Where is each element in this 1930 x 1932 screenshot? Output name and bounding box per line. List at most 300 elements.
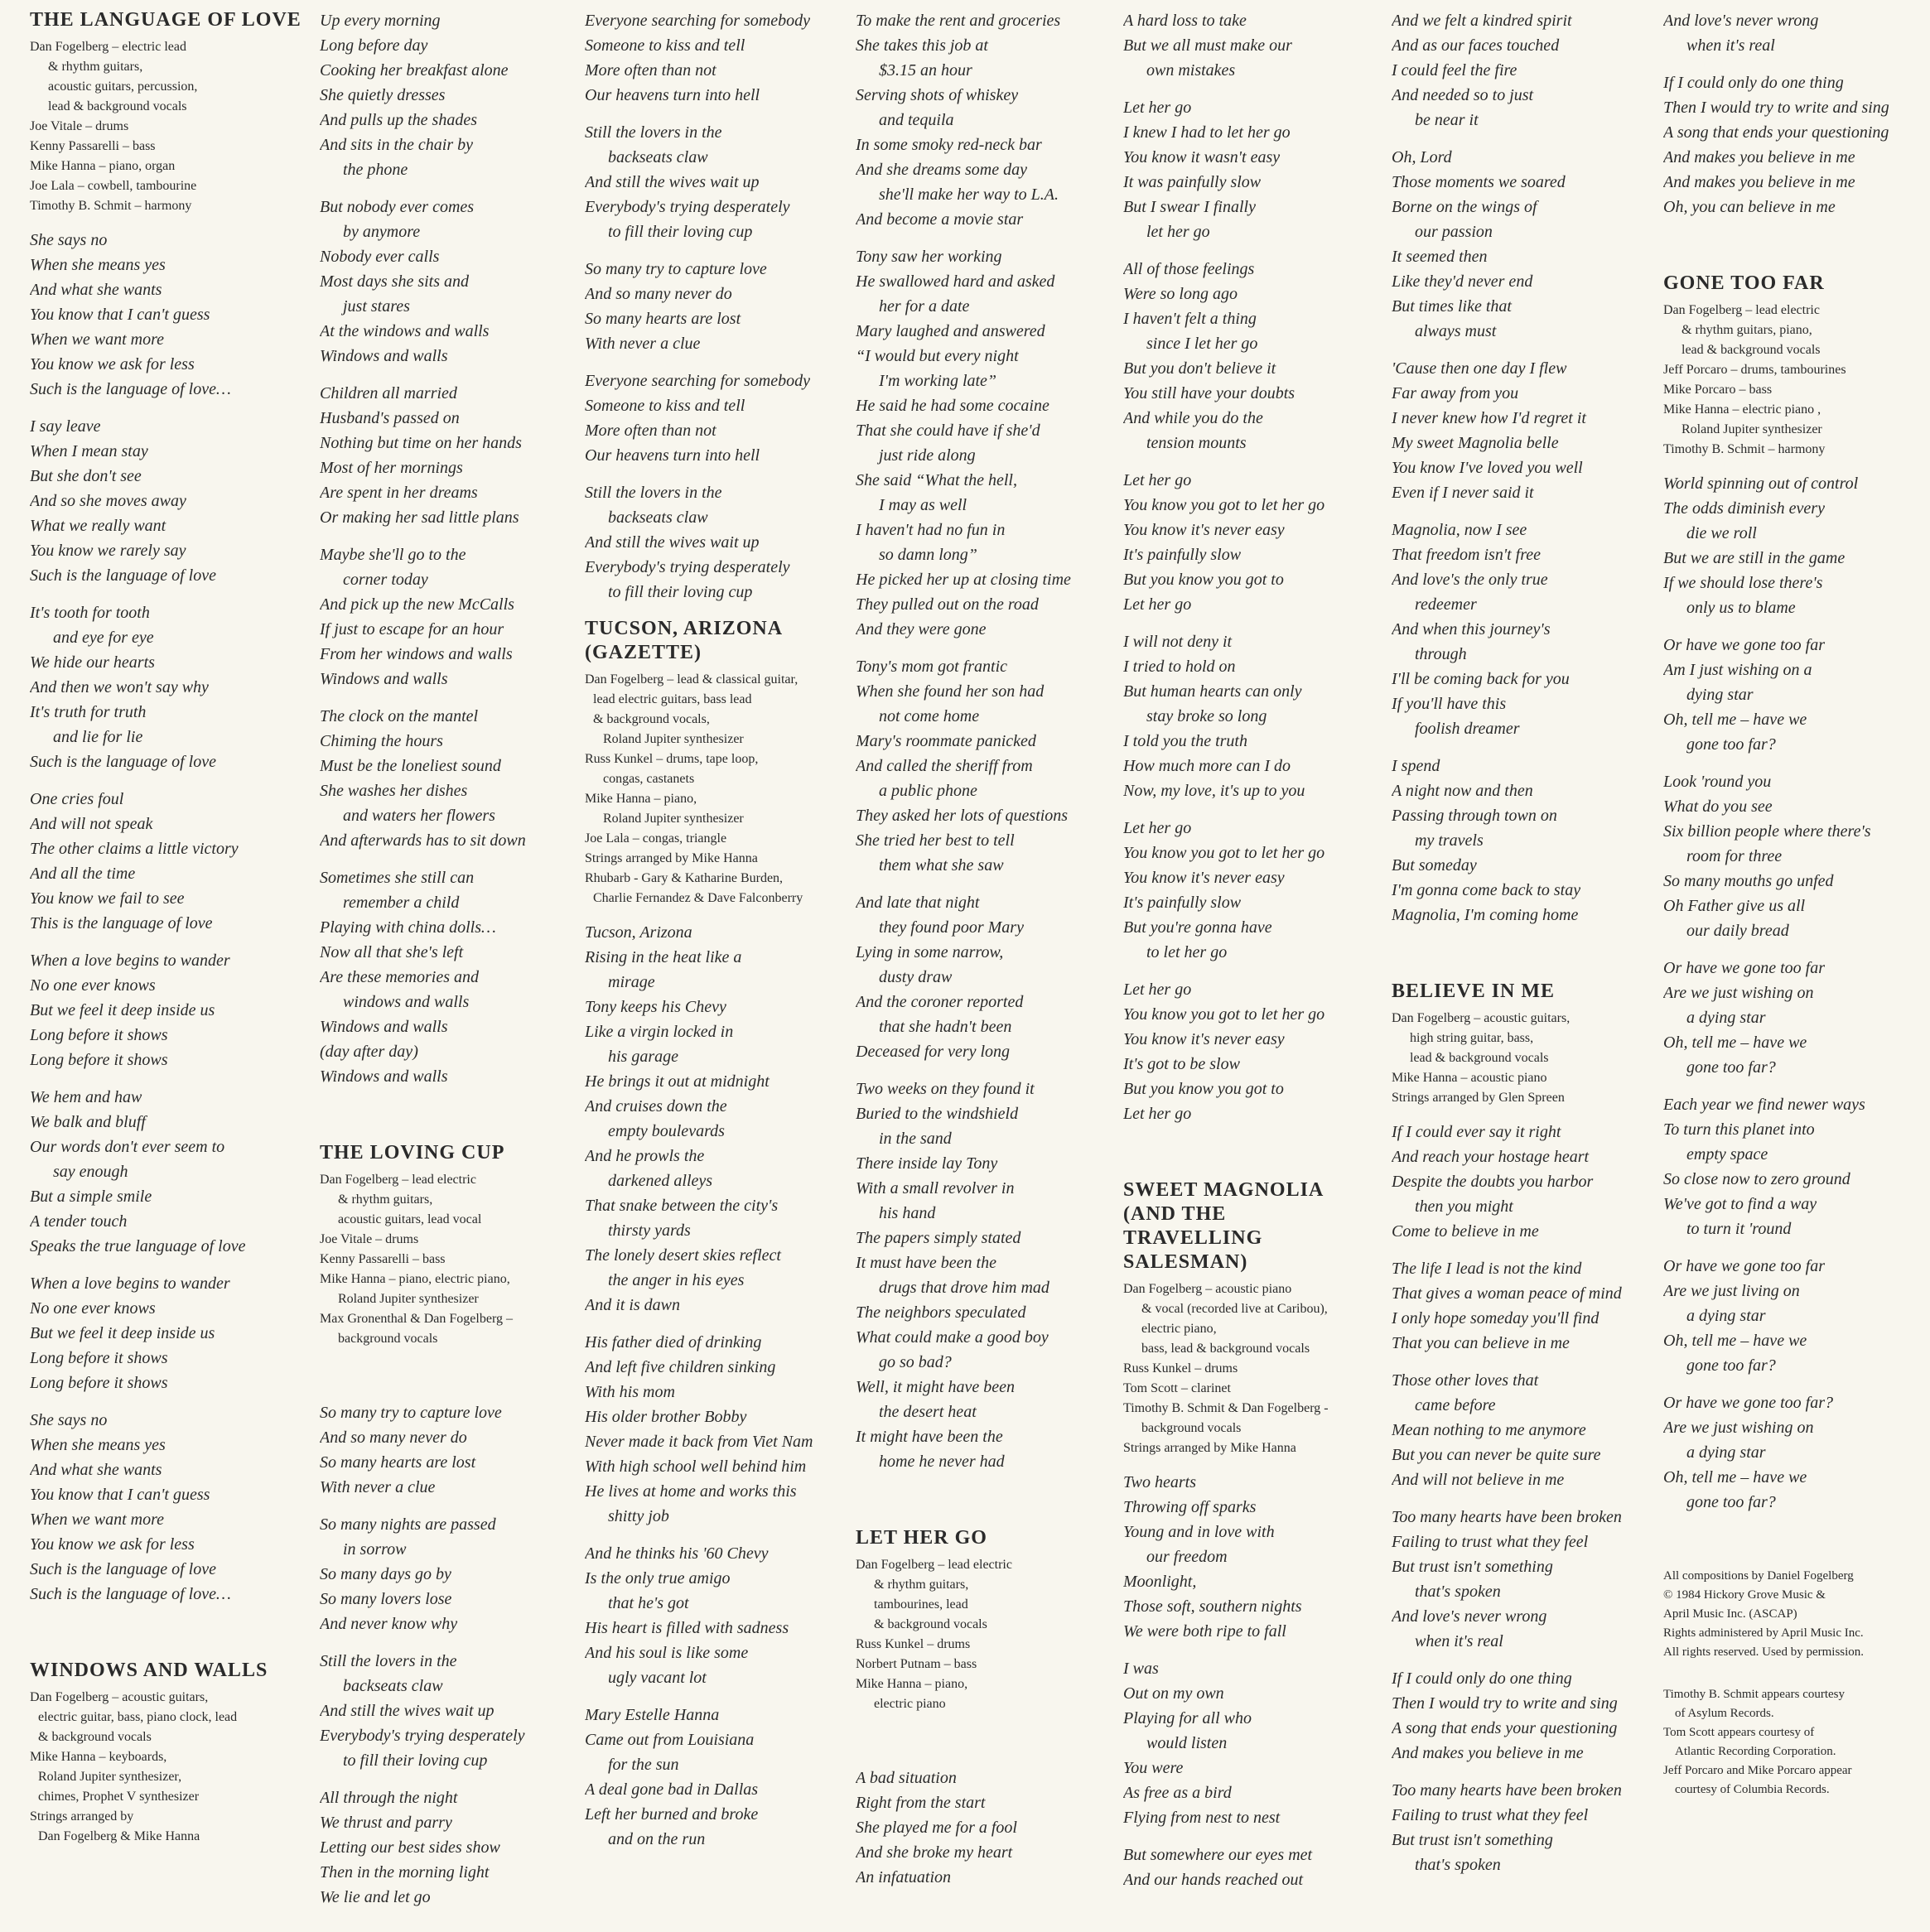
lyric-stanza [585, 920, 854, 1318]
lyric-line: in the sand [879, 1130, 952, 1148]
lyric-line: Husband's passed on [320, 409, 460, 427]
lyric-line: He said he had some cocaine [856, 397, 1049, 415]
lyric-line: Let her go [1123, 595, 1192, 614]
lyric-line: So many try to capture love [320, 1404, 502, 1422]
lyric-line: How much more can I do [1123, 757, 1291, 775]
credit-line: Mike Hanna – piano, electric piano, [320, 1272, 510, 1286]
lyric-line: Playing for all who [1123, 1709, 1252, 1727]
lyric-line: We balk and bluff [30, 1113, 146, 1131]
lyric-line: The lonely desert skies reflect [585, 1246, 781, 1265]
lyric-line: they found poor Mary [879, 918, 1024, 937]
credit-line: Joe Vitale – drums [320, 1232, 419, 1246]
lyric-line: she'll make her way to L.A. [879, 185, 1059, 204]
lyric-line: It's painfully slow [1123, 894, 1242, 912]
lyric-line: More often than not [585, 61, 717, 79]
lyric-line: Our words don't ever seem to [30, 1138, 225, 1156]
lyric-line: Passing through town on [1392, 807, 1557, 825]
lyric-line: That you can believe in me [1392, 1334, 1570, 1352]
song-title: BELIEVE IN ME [1392, 980, 1556, 1002]
lyric-line: He swallowed hard and asked [856, 272, 1055, 291]
lyric-stanza [1392, 356, 1661, 505]
credit-line: Mike Hanna – acoustic piano [1392, 1071, 1547, 1085]
lyric-line: Come to believe in me [1392, 1222, 1539, 1241]
lyric-line: Someone to kiss and tell [585, 36, 745, 55]
credit-line: Charlie Fernandez & Dave Falconberry [593, 891, 803, 905]
lyrics-column-6 [1392, 8, 1661, 1890]
lyric-line: Most of her mornings [320, 459, 463, 477]
credit-line: Norbert Putnam – bass [856, 1657, 977, 1671]
lyric-stanza [856, 8, 1125, 232]
lyric-line: $3.15 an hour [879, 61, 972, 79]
credit-line: Strings arranged by Mike Hanna [1123, 1441, 1296, 1455]
lyric-line: Cooking her breakfast alone [320, 61, 509, 79]
lyric-line: And then we won't say why [30, 678, 209, 696]
lyric-line: Long before it shows [30, 1349, 168, 1367]
lyric-line: Such is the language of love [30, 1560, 216, 1578]
lyric-line: He picked her up at closing time [856, 571, 1071, 589]
lyric-line: corner today [343, 571, 428, 589]
lyric-line: gone too far? [1686, 735, 1776, 754]
lyric-line: It must have been the [856, 1254, 996, 1272]
lyrics-column-1 [30, 8, 303, 1858]
lyric-stanza [1663, 1390, 1920, 1515]
lyric-line: You know you got to let her go [1123, 1005, 1325, 1024]
credit-line: Joe Lala – congas, triangle [585, 831, 727, 846]
credit-line: acoustic guitars, lead vocal [338, 1212, 482, 1226]
lyric-line: Long before it shows [30, 1051, 168, 1069]
lyric-line: Like a virgin locked in [585, 1023, 734, 1041]
lyric-line: Deceased for very long [856, 1043, 1011, 1061]
lyric-line: Playing with china dolls… [320, 918, 496, 937]
lyric-line: a public phone [879, 782, 977, 800]
lyric-line: his hand [879, 1204, 936, 1222]
lyric-stanza [856, 890, 1125, 1064]
lyric-line: I say leave [30, 417, 101, 436]
lyric-line: Still the lovers in the [320, 1652, 457, 1670]
credit-line: congas, castanets [603, 772, 695, 786]
lyric-stanza [1123, 1470, 1392, 1644]
lyric-line: So many nights are passed [320, 1515, 496, 1534]
lyric-line: What we really want [30, 517, 166, 535]
credit-line: Kenny Passarelli – bass [320, 1252, 446, 1266]
lyric-line: All through the night [320, 1789, 458, 1807]
lyric-line: And called the sheriff from [856, 757, 1033, 775]
credit-line: Roland Jupiter synthesizer [338, 1292, 479, 1306]
lyric-line: I only hope someday you'll find [1392, 1309, 1599, 1327]
lyric-line: Are we just wishing on [1663, 984, 1814, 1002]
lyric-line: Windows and walls [320, 1067, 448, 1086]
spacer [1392, 940, 1661, 980]
lyric-line: It's painfully slow [1123, 546, 1242, 564]
lyric-line: I told you the truth [1123, 732, 1247, 750]
lyric-line: Two weeks on they found it [856, 1080, 1035, 1098]
song-title: THE LOVING CUP [320, 1142, 505, 1164]
lyric-line: That gives a woman peace of mind [1392, 1284, 1622, 1303]
lyric-line: It's got to be slow [1123, 1055, 1240, 1073]
credit-line: Dan Fogelberg – electric lead [30, 40, 186, 54]
lyric-stanza [1123, 468, 1392, 617]
lyrics-column-4 [856, 8, 1125, 1902]
lyric-line: And we felt a kindred spirit [1392, 12, 1572, 30]
lyric-line: tension mounts [1146, 434, 1247, 452]
song-credits [1123, 1279, 1392, 1458]
lyric-line: Chiming the hours [320, 732, 443, 750]
lyric-line: just stares [343, 297, 410, 316]
song-credits [856, 1555, 1125, 1714]
lyric-line: If just to escape for an hour [320, 620, 504, 638]
lyric-line: With high school well behind him [585, 1457, 807, 1476]
lyric-line: I could feel the fire [1392, 61, 1517, 79]
credit-line: chimes, Prophet V synthesizer [38, 1790, 200, 1804]
lyric-line: Each year we find newer ways [1663, 1096, 1865, 1114]
lyric-line: A song that ends your questioning [1663, 123, 1889, 142]
lyric-line: You were [1123, 1759, 1184, 1777]
lyric-stanza [1392, 145, 1661, 344]
lyric-line: And he thinks his '60 Chevy [585, 1544, 769, 1563]
note-line: of Asylum Records. [1675, 1707, 1774, 1720]
lyric-line: through [1415, 645, 1467, 663]
lyric-stanza [320, 1649, 586, 1773]
lyric-line: and lie for lie [53, 728, 143, 746]
credit-line: Russ Kunkel – drums [856, 1637, 971, 1651]
credit-line: acoustic guitars, percussion, [48, 79, 198, 94]
lyric-line: And sits in the chair by [320, 136, 473, 154]
lyric-line: You still have your doubts [1123, 384, 1296, 402]
lyric-line: His father died of drinking [585, 1333, 762, 1351]
lyric-line: If I could only do one thing [1392, 1669, 1572, 1688]
lyric-line: Tucson, Arizona [585, 923, 692, 942]
lyric-line: With a small revolver in [856, 1179, 1015, 1197]
lyric-line: But someday [1392, 856, 1477, 874]
lyric-line: And love's never wrong [1392, 1607, 1547, 1626]
song-credits [1663, 301, 1920, 460]
lyric-line: Moonlight, [1123, 1573, 1197, 1591]
lyric-stanza [1663, 471, 1920, 620]
lyric-line: Must be the loneliest sound [320, 757, 501, 775]
lyric-line: Lying in some narrow, [856, 943, 1004, 961]
lyric-line: Far away from you [1392, 384, 1519, 402]
lyric-line: “I would but every night [856, 347, 1019, 365]
lyric-line: Such is the language of love [30, 566, 216, 585]
lyric-line: She says no [30, 231, 108, 249]
lyric-line: Or making her sad little plans [320, 508, 519, 527]
credit-line: Kenny Passarelli – bass [30, 139, 156, 153]
lyric-line: and tequila [879, 111, 954, 129]
note-line: Atlantic Recording Corporation. [1675, 1745, 1836, 1758]
lyric-line: I never knew how I'd regret it [1392, 409, 1586, 427]
lyric-line: We hide our hearts [30, 653, 155, 672]
lyric-line: Magnolia, I'm coming home [1392, 906, 1579, 924]
lyric-line: that she hadn't been [879, 1018, 1012, 1036]
lyric-line: since I let her go [1146, 335, 1258, 353]
credit-line: Dan Fogelberg – lead & classical guitar, [585, 672, 799, 687]
lyric-stanza [30, 414, 303, 588]
lyric-line: dying star [1686, 686, 1754, 704]
lyric-line: So close now to zero ground [1663, 1170, 1850, 1188]
lyric-line: If I could ever say it right [1392, 1123, 1561, 1141]
lyric-stanza [1392, 1778, 1661, 1877]
lyric-line: The clock on the mantel [320, 707, 479, 725]
lyric-line: Rising in the heat like a [585, 948, 742, 966]
lyric-line: But we feel it deep inside us [30, 1324, 215, 1342]
lyric-line: And still the wives wait up [585, 533, 760, 552]
lyric-line: Let her go [1123, 99, 1192, 117]
lyric-line: More often than not [585, 422, 717, 440]
lyric-line: And late that night [856, 894, 980, 912]
lyric-stanza [1392, 1666, 1661, 1766]
lyric-line: This is the language of love [30, 914, 213, 932]
lyric-stanza [1392, 518, 1661, 741]
lyric-line: to fill their loving cup [608, 223, 753, 241]
credit-line: Russ Kunkel – drums [1123, 1361, 1238, 1376]
lyric-stanza [320, 1512, 586, 1636]
song-credits [30, 1688, 303, 1847]
lyric-line: I'll be coming back for you [1392, 670, 1570, 688]
lyric-line: And makes you believe in me [1663, 148, 1855, 166]
credit-line: Mike Porcaro – bass [1663, 383, 1773, 397]
lyric-stanza [320, 1785, 586, 1910]
lyric-line: windows and walls [343, 993, 470, 1011]
lyric-line: What could make a good boy [856, 1328, 1049, 1347]
lyric-stanza [320, 1400, 586, 1500]
lyric-line: You know we fail to see [30, 889, 185, 908]
lyric-line: And reach your hostage heart [1392, 1148, 1590, 1166]
lyric-stanza [1663, 769, 1920, 943]
lyric-line: You know it's never easy [1123, 869, 1285, 887]
lyric-line: We lie and let go [320, 1888, 431, 1906]
lyric-line: Oh, tell me – have we [1663, 1033, 1807, 1052]
lyric-stanza [30, 228, 303, 402]
lyric-line: And his soul is like some [585, 1644, 749, 1662]
lyric-line: Everyone searching for somebody [585, 12, 810, 30]
lyric-line: I'm gonna come back to stay [1392, 881, 1581, 899]
lyric-line: But trust isn't something [1392, 1558, 1553, 1576]
lyric-line: Like they'd never end [1392, 272, 1533, 291]
lyric-line: Long before day [320, 36, 428, 55]
lyric-line: Speaks the true language of love [30, 1237, 246, 1255]
lyric-line: stay broke so long [1146, 707, 1267, 725]
credit-line: Roland Jupiter synthesizer, [38, 1770, 182, 1784]
lyric-line: empty boulevards [608, 1122, 725, 1140]
credit-line: Strings arranged by Glen Spreen [1392, 1091, 1565, 1105]
lyric-line: came before [1415, 1396, 1496, 1414]
lyric-line: His older brother Bobby [585, 1408, 747, 1426]
lyric-line: We were both ripe to fall [1123, 1622, 1286, 1641]
lyric-line: What do you see [1663, 797, 1773, 816]
lyric-line: Then I would try to write and sing [1663, 99, 1889, 117]
lyric-line: Oh Father give us all [1663, 897, 1806, 915]
lyric-line: But you know you got to [1123, 1080, 1284, 1098]
lyric-line: I spend [1392, 757, 1440, 775]
credit-line: background vocals [338, 1332, 438, 1346]
lyric-line: Long before it shows [30, 1374, 168, 1392]
lyric-line: not come home [879, 707, 980, 725]
lyric-stanza [1392, 1256, 1661, 1356]
lyric-line: gone too far? [1686, 1058, 1776, 1077]
lyric-line: So many hearts are lost [320, 1453, 476, 1472]
credit-line: lead & background vocals [1682, 343, 1821, 357]
lyric-line: and waters her flowers [343, 807, 495, 825]
lyric-line: Am I just wishing on a [1663, 661, 1812, 679]
note-line: © 1984 Hickory Grove Music & [1663, 1588, 1826, 1602]
lyric-stanza [1392, 1368, 1661, 1492]
lyric-stanza [320, 865, 586, 1089]
lyric-line: Now all that she's left [320, 943, 464, 961]
lyric-line: Let her go [1123, 471, 1192, 489]
lyric-line: let her go [1146, 223, 1210, 241]
lyric-line: Everybody's trying desperately [585, 198, 790, 216]
song-title: TUCSON, ARIZONA (GAZETTE) [585, 618, 784, 663]
lyric-stanza [320, 381, 586, 530]
lyric-line: The other claims a little victory [30, 840, 239, 858]
lyric-line: Someone to kiss and tell [585, 397, 745, 415]
lyric-line: She tried her best to tell [856, 831, 1015, 850]
lyric-line: Serving shots of whiskey [856, 86, 1019, 104]
lyric-line: A song that ends your questioning [1392, 1719, 1618, 1737]
lyric-line: remember a child [343, 894, 460, 912]
lyric-line: Let her go [1123, 819, 1192, 837]
lyric-stanza [856, 244, 1125, 642]
lyric-line: You know you got to let her go [1123, 844, 1325, 862]
lyric-stanza [1663, 1254, 1920, 1378]
lyric-line: when it's real [1415, 1632, 1503, 1650]
lyric-line: Young and in love with [1123, 1523, 1275, 1541]
copyright-notes [1663, 1685, 1920, 1800]
lyric-stanza [585, 480, 854, 605]
lyric-line: His heart is filled with sadness [585, 1619, 789, 1637]
lyric-line: Such is the language of love [30, 753, 216, 771]
note-line: Timothy B. Schmit appears courtesy [1663, 1688, 1846, 1701]
lyric-line: And what she wants [30, 281, 162, 299]
song-credits [320, 1170, 586, 1349]
lyric-line: Those other loves that [1392, 1371, 1539, 1390]
lyric-line: And pick up the new McCalls [320, 595, 514, 614]
lyric-line: go so bad? [879, 1353, 952, 1371]
note-line: All rights reserved. Used by permission. [1663, 1645, 1865, 1659]
lyric-line: that he's got [608, 1594, 689, 1612]
song-title: THE LANGUAGE OF LOVE [30, 9, 302, 31]
credit-line: & rhythm guitars, [48, 60, 143, 74]
lyric-line: Are spent in her dreams [320, 484, 478, 502]
credit-line: & background vocals [38, 1730, 152, 1744]
lyric-line: When a love begins to wander [30, 1274, 230, 1293]
lyric-stanza [1392, 8, 1661, 132]
lyric-line: 'Cause then one day I flew [1392, 359, 1567, 378]
credit-line: electric piano [874, 1697, 946, 1711]
lyric-stanza [30, 1408, 303, 1607]
lyric-line: Windows and walls [320, 1018, 448, 1036]
lyric-line: You know that I can't guess [30, 1486, 210, 1504]
lyric-line: to turn it 'round [1686, 1220, 1792, 1238]
lyric-stanza [1123, 629, 1392, 803]
credit-line: Max Gronenthal & Dan Fogelberg – [320, 1312, 513, 1326]
lyric-line: And it is dawn [585, 1296, 681, 1314]
credit-line: Roland Jupiter synthesizer [603, 732, 744, 746]
lyric-line: and on the run [608, 1830, 706, 1848]
lyric-line: So many days go by [320, 1565, 451, 1583]
lyric-line: But you can never be quite sure [1392, 1446, 1601, 1464]
lyric-line: When she means yes [30, 256, 166, 274]
lyric-line: A hard loss to take [1123, 12, 1247, 30]
lyric-stanza [320, 195, 586, 369]
lyric-line: You know we ask for less [30, 1535, 195, 1554]
lyric-line: Tony saw her working [856, 248, 1002, 266]
credit-line: Jeff Porcaro – drums, tambourines [1663, 363, 1846, 377]
note-line: Rights administered by April Music Inc. [1663, 1626, 1864, 1640]
lyric-stanza [856, 654, 1125, 878]
lyric-line: So many try to capture love [585, 260, 767, 278]
credit-line: Rhubarb - Gary & Katharine Burden, [585, 871, 784, 885]
lyric-line: World spinning out of control [1663, 475, 1859, 493]
lyric-line: We thrust and parry [320, 1814, 452, 1832]
copyright-notes [1663, 1567, 1920, 1662]
lyric-line: dusty draw [879, 968, 953, 986]
lyric-line: Failing to trust what they feel [1392, 1533, 1589, 1551]
lyric-line: And they were gone [856, 620, 987, 638]
lyric-line: She washes her dishes [320, 782, 468, 800]
lyric-line: You know it wasn't easy [1123, 148, 1281, 166]
lyric-line: for the sun [608, 1756, 679, 1774]
lyric-line: Those soft, southern nights [1123, 1597, 1302, 1616]
lyric-line: I'm working late” [879, 372, 997, 390]
lyric-line: Mary Estelle Hanna [585, 1706, 720, 1724]
song-credits [1392, 1009, 1661, 1108]
lyric-line: But trust isn't something [1392, 1831, 1553, 1849]
lyric-line: And pulls up the shades [320, 111, 477, 129]
lyric-line: Too many hearts have been broken [1392, 1781, 1622, 1800]
spacer [856, 1486, 1125, 1526]
lyric-line: And love's the only true [1392, 571, 1548, 589]
lyric-line: Two hearts [1123, 1473, 1196, 1491]
spacer [320, 1361, 586, 1400]
lyric-stanza [1663, 633, 1920, 757]
lyric-line: our freedom [1146, 1548, 1228, 1566]
lyrics-column-2 [320, 8, 586, 1922]
lyric-stanza [585, 257, 854, 356]
lyric-line: You know we rarely say [30, 542, 186, 560]
lyric-line: Such is the language of love… [30, 1585, 231, 1603]
lyric-line: She says no [30, 1411, 108, 1429]
lyric-line: You know that I can't guess [30, 306, 210, 324]
lyric-line: and eye for eye [53, 629, 154, 647]
note-line: Jeff Porcaro and Mike Porcaro appear [1663, 1764, 1852, 1777]
credit-line: electric piano, [1141, 1322, 1217, 1336]
lyric-line: (day after day) [320, 1043, 418, 1061]
song-title: WINDOWS AND WALLS [30, 1660, 268, 1681]
lyric-line: But we feel it deep inside us [30, 1001, 215, 1019]
credit-line: & rhythm guitars, [874, 1578, 969, 1592]
spacer [1663, 1527, 1920, 1567]
lyric-line: the anger in his eyes [608, 1271, 745, 1289]
lyric-line: Then in the morning light [320, 1863, 490, 1881]
lyric-line: darkened alleys [608, 1172, 713, 1190]
lyric-line: Oh, you can believe in me [1663, 198, 1836, 216]
lyric-line: No one ever knows [30, 1299, 156, 1318]
lyric-line: My sweet Magnolia belle [1392, 434, 1559, 452]
lyric-stanza [1663, 70, 1920, 219]
note-line: All compositions by Daniel Fogelberg [1663, 1569, 1854, 1583]
lyric-line: room for three [1686, 847, 1783, 865]
spacer [30, 1619, 303, 1659]
lyric-line: I haven't had no fun in [856, 521, 1006, 539]
lyric-line: At the windows and walls [320, 322, 490, 340]
credit-line: Mike Hanna – piano, organ [30, 159, 176, 173]
credit-line: Joe Lala – cowbell, tambourine [30, 179, 197, 193]
credit-line: Strings arranged by [30, 1809, 134, 1824]
lyric-line: just ride along [879, 446, 976, 465]
lyric-line: a dying star [1686, 1307, 1766, 1325]
lyrics-column-5 [1123, 8, 1392, 1905]
